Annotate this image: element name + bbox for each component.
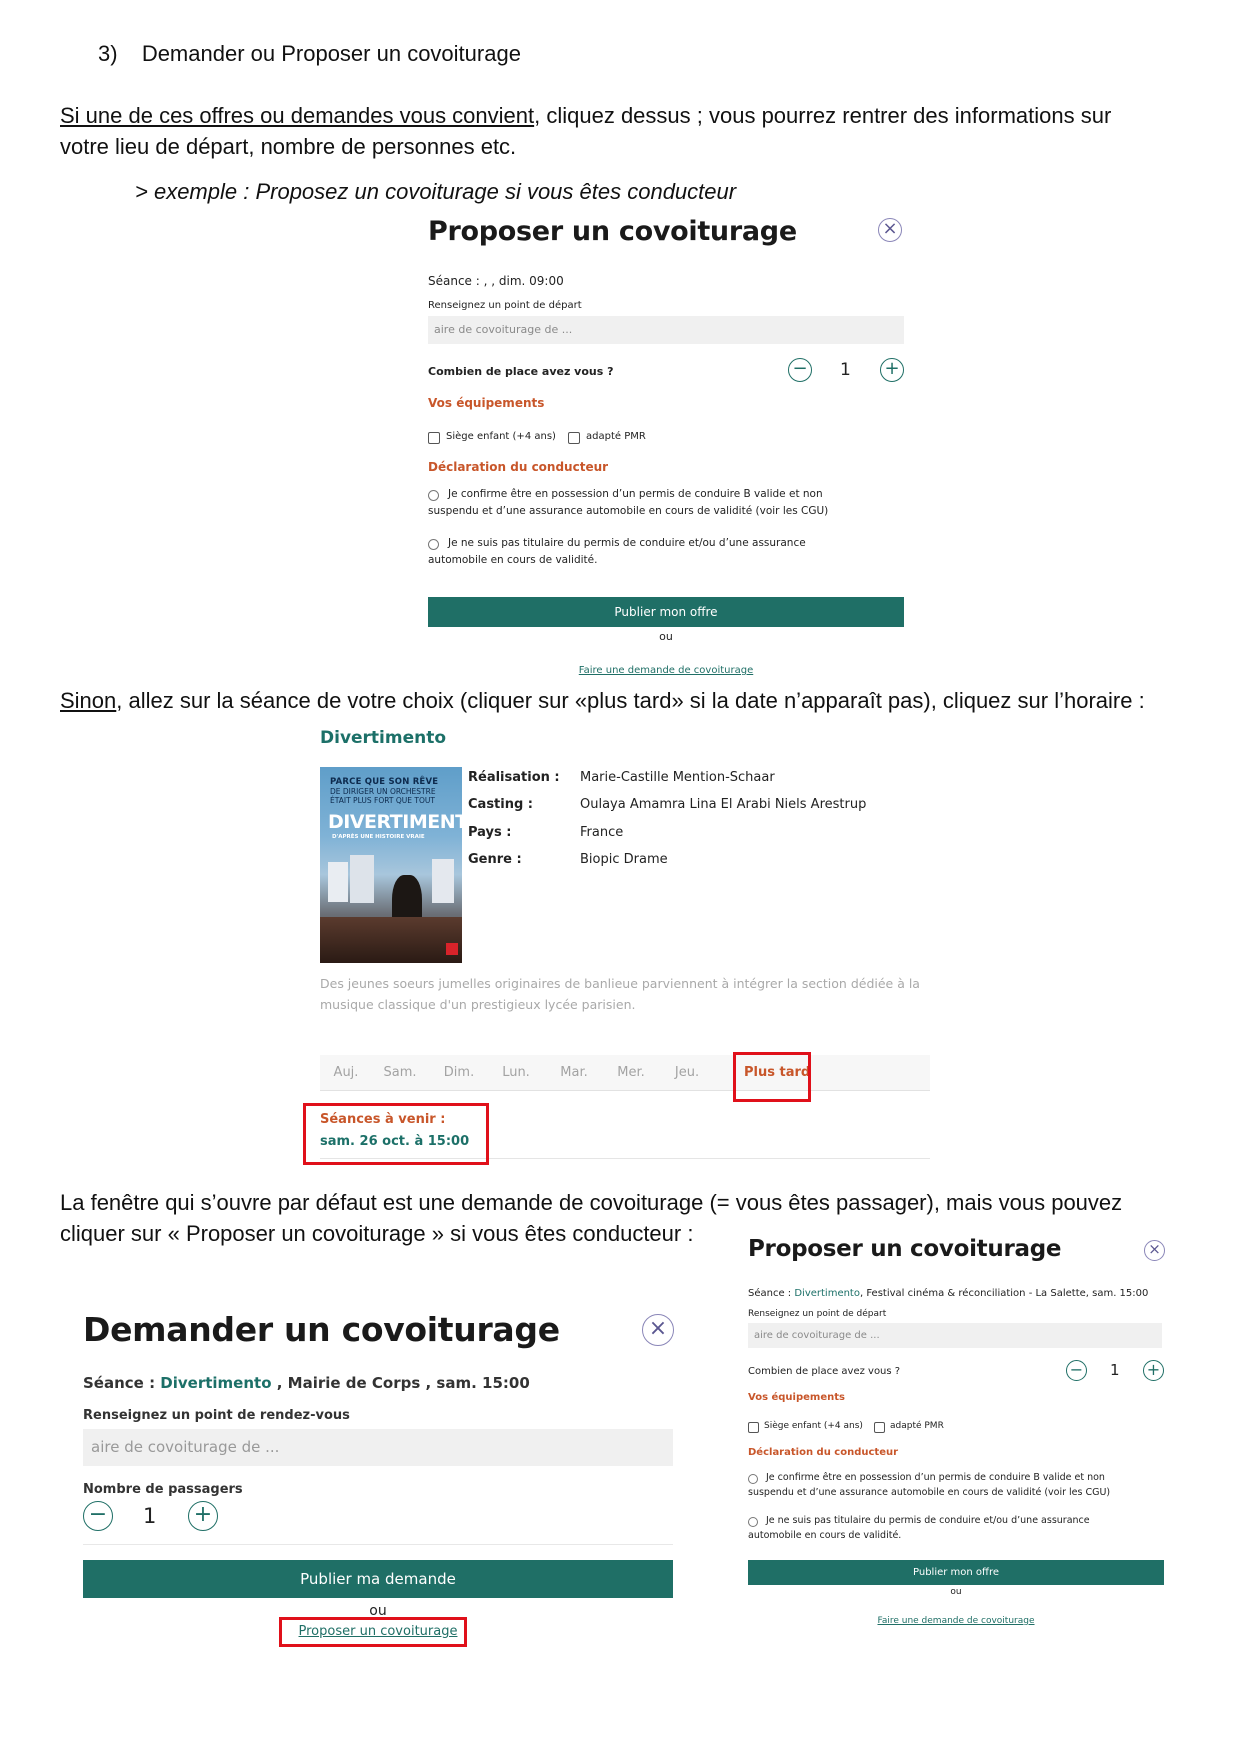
pmr-checkbox[interactable] — [874, 1422, 885, 1433]
poster-building — [432, 859, 454, 903]
departure-label: Renseignez un point de départ — [428, 300, 582, 311]
tab-day-6[interactable]: Jeu. — [674, 1065, 700, 1080]
confirm-radio[interactable] — [748, 1474, 758, 1484]
passengers-count: 1 — [143, 1504, 157, 1528]
plus-icon[interactable]: + — [1143, 1360, 1164, 1381]
poster-building — [350, 855, 374, 903]
minus-icon[interactable]: − — [788, 358, 812, 382]
places-count: 1 — [1110, 1361, 1120, 1379]
example-note: > exemple : Proposez un covoiturage si vous êtes conducteur — [135, 179, 737, 204]
casting-label: Casting : — [468, 797, 534, 812]
seance-label: Séance : — [83, 1374, 161, 1392]
synopsis-line-2: musique classique d'un prestigieux lycée parisien. — [320, 997, 636, 1012]
not-holder-text-1: Je ne suis pas titulaire du permis de conduire et/ou d’une assurance — [448, 537, 806, 549]
not-holder-text-2: automobile en cours de validité. — [748, 1530, 902, 1541]
upcoming-time[interactable]: sam. 26 oct. à 15:00 — [320, 1134, 470, 1149]
casting-value: Oulaya Amamra Lina El Arabi Niels Arestrup — [580, 797, 867, 812]
poster-tagline-2: DE DIRIGER UN ORCHESTRE — [330, 787, 436, 796]
confirm-text-2: suspendu et d’une assurance automobile en cours de validité (voir les CGU) — [748, 1487, 1111, 1498]
step-number: 3) — [98, 41, 118, 66]
request-form — [80, 1310, 680, 1650]
paragraph-3-line-2: cliquer sur « Proposer un covoiturage » si vous êtes conducteur : — [60, 1221, 694, 1246]
offer-form-1-title: Proposer un covoiturage — [428, 216, 797, 247]
tab-day-3[interactable]: Lun. — [502, 1065, 530, 1080]
confirm-text-1: Je confirme être en possession d’un permis de conduire B valide et non — [448, 488, 823, 500]
child-seat-checkbox[interactable] — [428, 432, 440, 444]
places-label: Combien de place avez vous ? — [428, 365, 614, 378]
close-icon[interactable]: × — [1144, 1240, 1165, 1261]
publish-offer-button[interactable]: Publier mon offre — [748, 1560, 1164, 1585]
seance-rest: , Festival cinéma & réconciliation - La Salette, sam. 15:00 — [859, 1288, 1149, 1299]
request-carpool-link[interactable]: Faire une demande de covoiturage — [578, 665, 754, 676]
offer-carpool-link[interactable]: Proposer un covoiturage — [298, 1624, 458, 1639]
poster-orchestra — [320, 917, 462, 963]
paragraph-1 — [60, 100, 1111, 131]
poster-subtitle: D'APRÈS UNE HISTOIRE VRAIE — [332, 834, 425, 840]
child-seat-label: Siège enfant (+4 ans) — [764, 1421, 863, 1431]
poster-title: DIVERTIMENTO — [328, 811, 484, 833]
meeting-label: Renseignez un point de rendez-vous — [83, 1408, 350, 1423]
not-holder-text-1: Je ne suis pas titulaire du permis de conduire et/ou d’une assurance — [766, 1515, 1090, 1526]
tab-day-5[interactable]: Mer. — [617, 1065, 645, 1080]
or-separator: ou — [369, 1603, 387, 1619]
tab-later[interactable]: Plus tard — [744, 1065, 811, 1080]
paragraph-1-underlined: Si une de ces offres ou demandes vous convient — [60, 103, 535, 128]
offer-form-2 — [748, 1236, 1172, 1646]
country-value: France — [580, 825, 624, 840]
seance-info: Séance : , , dim. 09:00 — [428, 274, 564, 288]
not-holder-radio[interactable] — [428, 539, 439, 550]
tab-day-4[interactable]: Mar. — [560, 1065, 588, 1080]
places-count: 1 — [840, 360, 851, 380]
equipment-title: Vos équipements — [428, 396, 545, 410]
seance-movie: Divertimento — [794, 1288, 860, 1299]
offer-form-1 — [420, 210, 910, 680]
tab-day-1[interactable]: Sam. — [383, 1065, 417, 1080]
not-holder-radio[interactable] — [748, 1517, 758, 1527]
seance-label: Séance : — [748, 1288, 795, 1299]
movie-title: Divertimento — [320, 728, 447, 748]
poster-building — [328, 862, 348, 902]
or-separator: ou — [950, 1587, 962, 1597]
poster-tagline-1: PARCE QUE SON RÊVE — [330, 777, 439, 787]
director-label: Réalisation : — [468, 770, 560, 785]
departure-input[interactable]: aire de covoiturage de ... — [428, 316, 904, 344]
upcoming-label: Séances à venir : — [320, 1112, 446, 1127]
highlight-later — [733, 1052, 811, 1102]
publish-request-button[interactable]: Publier ma demande — [83, 1560, 673, 1598]
close-icon[interactable]: × — [878, 218, 902, 242]
synopsis-line-1: Des jeunes soeurs jumelles originaires de banlieue parviennent à intégrer la section dédiée à la — [320, 976, 920, 991]
minus-icon[interactable]: − — [1066, 1360, 1087, 1381]
paragraph-3-line-1: La fenêtre qui s’ouvre par défaut est une demande de covoiturage (= vous êtes passager), mais vous pouvez — [60, 1190, 1123, 1215]
places-label: Combien de place avez vous ? — [748, 1366, 901, 1377]
declaration-title: Déclaration du conducteur — [428, 460, 609, 474]
poster-tagline-3: ÉTAIT PLUS FORT QUE TOUT — [330, 796, 435, 805]
close-icon[interactable]: × — [642, 1314, 674, 1346]
movie-panel — [315, 720, 935, 1160]
highlight-offer-link — [279, 1617, 467, 1647]
declaration-title: Déclaration du conducteur — [748, 1447, 899, 1458]
divider — [83, 1544, 673, 1545]
confirm-text-2: suspendu et d’une assurance automobile en cours de validité (voir les CGU) — [428, 505, 829, 517]
or-separator: ou — [659, 630, 673, 643]
seance-rest: , Mairie de Corps , sam. 15:00 — [271, 1374, 530, 1392]
poster-logo — [446, 943, 458, 955]
plus-icon[interactable]: + — [880, 358, 904, 382]
director-value: Marie-Castille Mention-Schaar — [580, 770, 775, 785]
highlight-upcoming — [303, 1103, 489, 1165]
request-seance-info — [83, 1374, 530, 1392]
equipment-title: Vos équipements — [748, 1392, 845, 1403]
not-holder-text-2: automobile en cours de validité. — [428, 554, 598, 566]
step-title: Demander ou Proposer un covoiturage — [141, 41, 521, 66]
offer-seance-info — [748, 1288, 1148, 1299]
passengers-label: Nombre de passagers — [83, 1482, 243, 1497]
paragraph-2 — [60, 685, 1145, 716]
request-carpool-link[interactable]: Faire une demande de covoiturage — [877, 1616, 1035, 1626]
confirm-text-1: Je confirme être en possession d’un permis de conduire B valide et non — [766, 1472, 1105, 1483]
paragraph-2-underlined: Sinon — [60, 688, 117, 713]
paragraph-1-rest: , cliquez dessus ; vous pourrez rentrer des informations sur — [534, 103, 1112, 128]
confirm-radio[interactable] — [428, 490, 439, 501]
child-seat-checkbox[interactable] — [748, 1422, 759, 1433]
seance-movie: Divertimento — [160, 1374, 272, 1392]
paragraph-1-line-2: votre lieu de départ, nombre de personnes etc. — [60, 134, 517, 159]
genre-value: Biopic Drame — [580, 852, 668, 867]
departure-input[interactable]: aire de covoiturage de ... — [748, 1323, 1162, 1348]
pmr-label: adapté PMR — [586, 431, 646, 442]
movie-poster[interactable] — [320, 767, 484, 963]
offer-form-2-title: Proposer un covoiturage — [748, 1236, 1062, 1262]
pmr-checkbox[interactable] — [568, 432, 580, 444]
pmr-label: adapté PMR — [890, 1421, 944, 1431]
child-seat-label: Siège enfant (+4 ans) — [446, 431, 556, 442]
plus-icon[interactable]: + — [188, 1501, 218, 1531]
tab-day-0[interactable]: Auj. — [333, 1065, 359, 1080]
departure-label: Renseignez un point de départ — [748, 1309, 887, 1319]
meeting-input[interactable]: aire de covoiturage de ... — [83, 1429, 673, 1466]
publish-offer-button[interactable]: Publier mon offre — [428, 597, 904, 627]
genre-label: Genre : — [468, 852, 522, 867]
country-label: Pays : — [468, 825, 512, 840]
step-heading — [98, 38, 521, 69]
tab-day-2[interactable]: Dim. — [443, 1065, 475, 1080]
minus-icon[interactable]: − — [83, 1501, 113, 1531]
request-form-title: Demander un covoiturage — [83, 1310, 560, 1349]
paragraph-2-rest: , allez sur la séance de votre choix (cliquer sur «plus tard» si la date n’apparaît pas), cliquez sur l’horaire : — [116, 688, 1145, 713]
day-tabs — [320, 1055, 930, 1091]
